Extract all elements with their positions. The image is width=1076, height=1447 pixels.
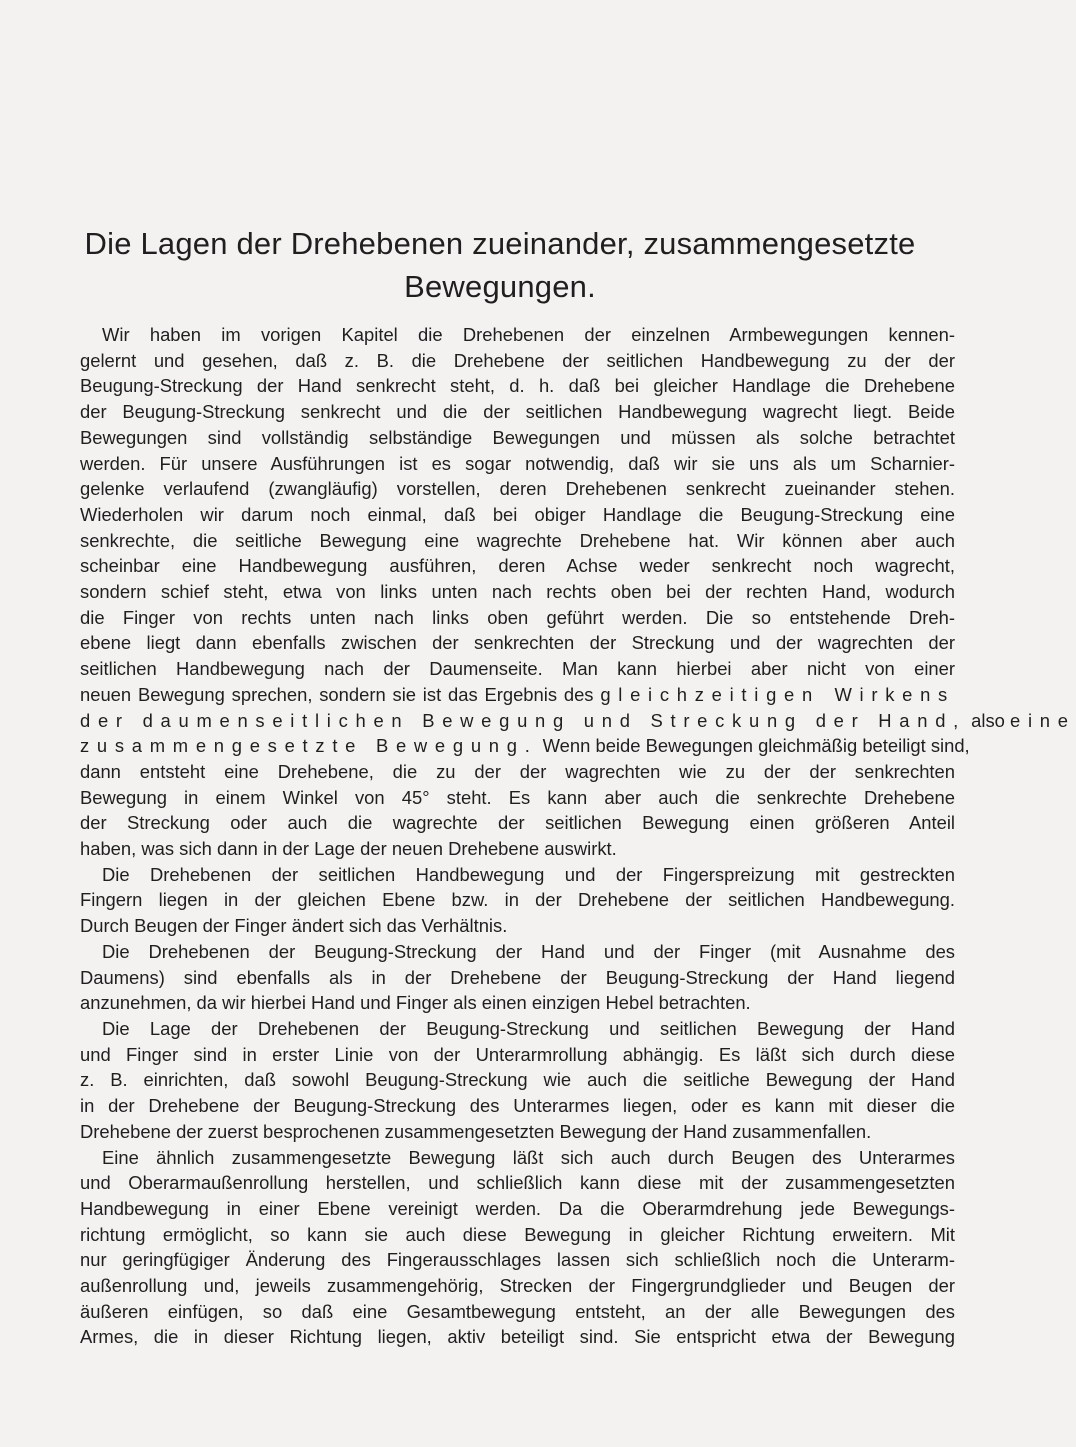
text-line: Durch Beugen der Finger ändert sich das Verhältnis. (80, 915, 508, 937)
text-line: dann entsteht eine Drehebene, die zu der der wagrechten wie zu der der senkrechten (80, 760, 955, 782)
text-segment: Wenn beide Bewegungen gleichmäßig beteiligt sind, (542, 735, 970, 757)
text-line: Wiederholen wir darum noch einmal, daß bei obiger Handlage die Beugung-Streckung eine (80, 503, 955, 525)
chapter-title-line-2: Bewegungen. (404, 269, 596, 304)
paragraph-4 (80, 1016, 955, 1145)
text-line: sondern schief steht, etwa von links unten nach rechts oben bei der rechten Hand, wodurch (80, 581, 955, 603)
chapter-title-line-1: Die Lagen der Drehebenen zueinander, zusammengesetzte (84, 226, 916, 261)
text-line: Daumens) sind ebenfalls als in der Drehebene der Beugung-Streckung der Hand liegend (80, 966, 955, 988)
text-line-mixed (80, 708, 1076, 734)
emphasized-text: eine (1010, 709, 1076, 731)
text-line: Wir haben im vorigen Kapitel die Drehebenen der einzelnen Armbewegungen kennen- (102, 324, 955, 345)
text-line: und Finger sind in erster Linie von der Unterarmrollung abhängig. Es läßt sich durch diese (80, 1043, 955, 1065)
text-line: nur geringfügiger Änderung des Fingerausschlages lassen sich schließlich noch die Unterarm- (80, 1249, 955, 1271)
emphasized-text: gleichzeitigen Wirkens (600, 683, 955, 705)
text-line: äußeren einfügen, so daß eine Gesamtbewegung entsteht, an der alle Bewegungen des (80, 1300, 955, 1322)
text-line: z. B. einrichten, daß sowohl Beugung-Streckung wie auch die seitliche Bewegung der Hand (80, 1069, 955, 1091)
text-line: haben, was sich dann in der Lage der neuen Drehebene auswirkt. (80, 838, 617, 860)
chapter-title (70, 222, 930, 308)
text-line-mixed (80, 682, 955, 708)
paragraph-2 (80, 862, 955, 939)
text-segment: also (971, 709, 1005, 731)
text-line: und Oberarmaußenrollung herstellen, und schließlich kann diese mit der zusammengesetzten (80, 1172, 955, 1194)
text-segment: neuen Bewegung sprechen, sondern sie ist das Ergebnis des (80, 683, 594, 705)
text-line-mixed (80, 733, 970, 759)
text-line: gelenke verlaufend (zwangläufig) vorstellen, deren Drehebenen senkrecht zueinander stehen. (80, 478, 955, 500)
paragraph-5 (80, 1145, 955, 1351)
text-line: senkrechte, die seitliche Bewegung eine wagrechte Drehebene hat. Wir können aber auch (80, 529, 955, 551)
text-line: in der Drehebene der Beugung-Streckung des Unterarmes liegen, oder es kann mit dieser die (80, 1095, 955, 1117)
text-line: ebene liegt dann ebenfalls zwischen der senkrechten der Streckung und der wagrechten der (80, 632, 955, 654)
text-line: Eine ähnlich zusammengesetzte Bewegung läßt sich auch durch Beugen des Unterarmes (102, 1146, 955, 1168)
text-line: Beugung-Streckung der Hand senkrecht steht, d. h. daß bei gleicher Handlage die Drehebene (80, 375, 955, 397)
text-line: der Beugung-Streckung senkrecht und die der seitlichen Handbewegung wagrecht liegt. Beide (80, 401, 955, 423)
text-line: Bewegung in einem Winkel von 45° steht. Es kann aber auch die senkrechte Drehebene (80, 786, 955, 808)
text-line: der Streckung oder auch die wagrechte der seitlichen Bewegung einen größeren Anteil (80, 812, 955, 834)
text-line: Die Lage der Drehebenen der Beugung-Streckung und seitlichen Bewegung der Hand (102, 1017, 955, 1039)
text-line: Handbewegung in einer Ebene vereinigt werden. Da die Oberarmdrehung jede Bewegungs- (80, 1197, 955, 1219)
text-line: Die Drehebenen der Beugung-Streckung der Hand und der Finger (mit Ausnahme des (102, 940, 955, 962)
paragraph-3 (80, 939, 955, 1016)
text-line: die Finger von rechts unten nach links oben geführt werden. Die so entstehende Dreh- (80, 606, 955, 628)
text-line: gelernt und gesehen, daß z. B. die Drehebene der seitlichen Handbewegung zu der der (80, 349, 955, 371)
emphasized-text: der daumenseitlichen Bewegung und Streckung der Hand, (80, 709, 967, 731)
emphasized-text: zusammengesetzte Bewegung. (80, 735, 538, 757)
text-line: seitlichen Handbewegung nach der Daumenseite. Man kann hierbei aber nicht von einer (80, 658, 955, 680)
text-line: richtung ermöglicht, so kann sie auch diese Bewegung in gleicher Richtung erweitern. Mit (80, 1223, 955, 1245)
text-line: Bewegungen sind vollständig selbständige Bewegungen und müssen als solche betrachtet (80, 426, 955, 448)
text-line: werden. Für unsere Ausführungen ist es sogar notwendig, daß wir sie uns als um Scharnier- (80, 452, 955, 474)
text-line: Die Drehebenen der seitlichen Handbewegung und der Fingerspreizung mit gestreckten (102, 863, 955, 885)
text-line: anzunehmen, da wir hierbei Hand und Finger als einen einzigen Hebel betrachten. (80, 992, 751, 1014)
text-line: Drehebene der zuerst besprochenen zusammengesetzten Bewegung der Hand zusammenfallen. (80, 1120, 872, 1142)
text-line: scheinbar eine Handbewegung ausführen, deren Achse weder senkrecht noch wagrecht, (80, 555, 955, 577)
text-line: Fingern liegen in der gleichen Ebene bzw. in der Drehebene der seitlichen Handbewegung. (80, 889, 955, 911)
body-text (80, 322, 1076, 1350)
paragraph-1 (80, 322, 1076, 862)
text-line: Armes, die in dieser Richtung liegen, aktiv beteiligt sind. Sie entspricht etwa der Bewegung (80, 1326, 955, 1348)
text-line: außenrollung und, jeweils zusammengehörig, Strecken der Fingergrundglieder und Beugen der (80, 1275, 955, 1297)
